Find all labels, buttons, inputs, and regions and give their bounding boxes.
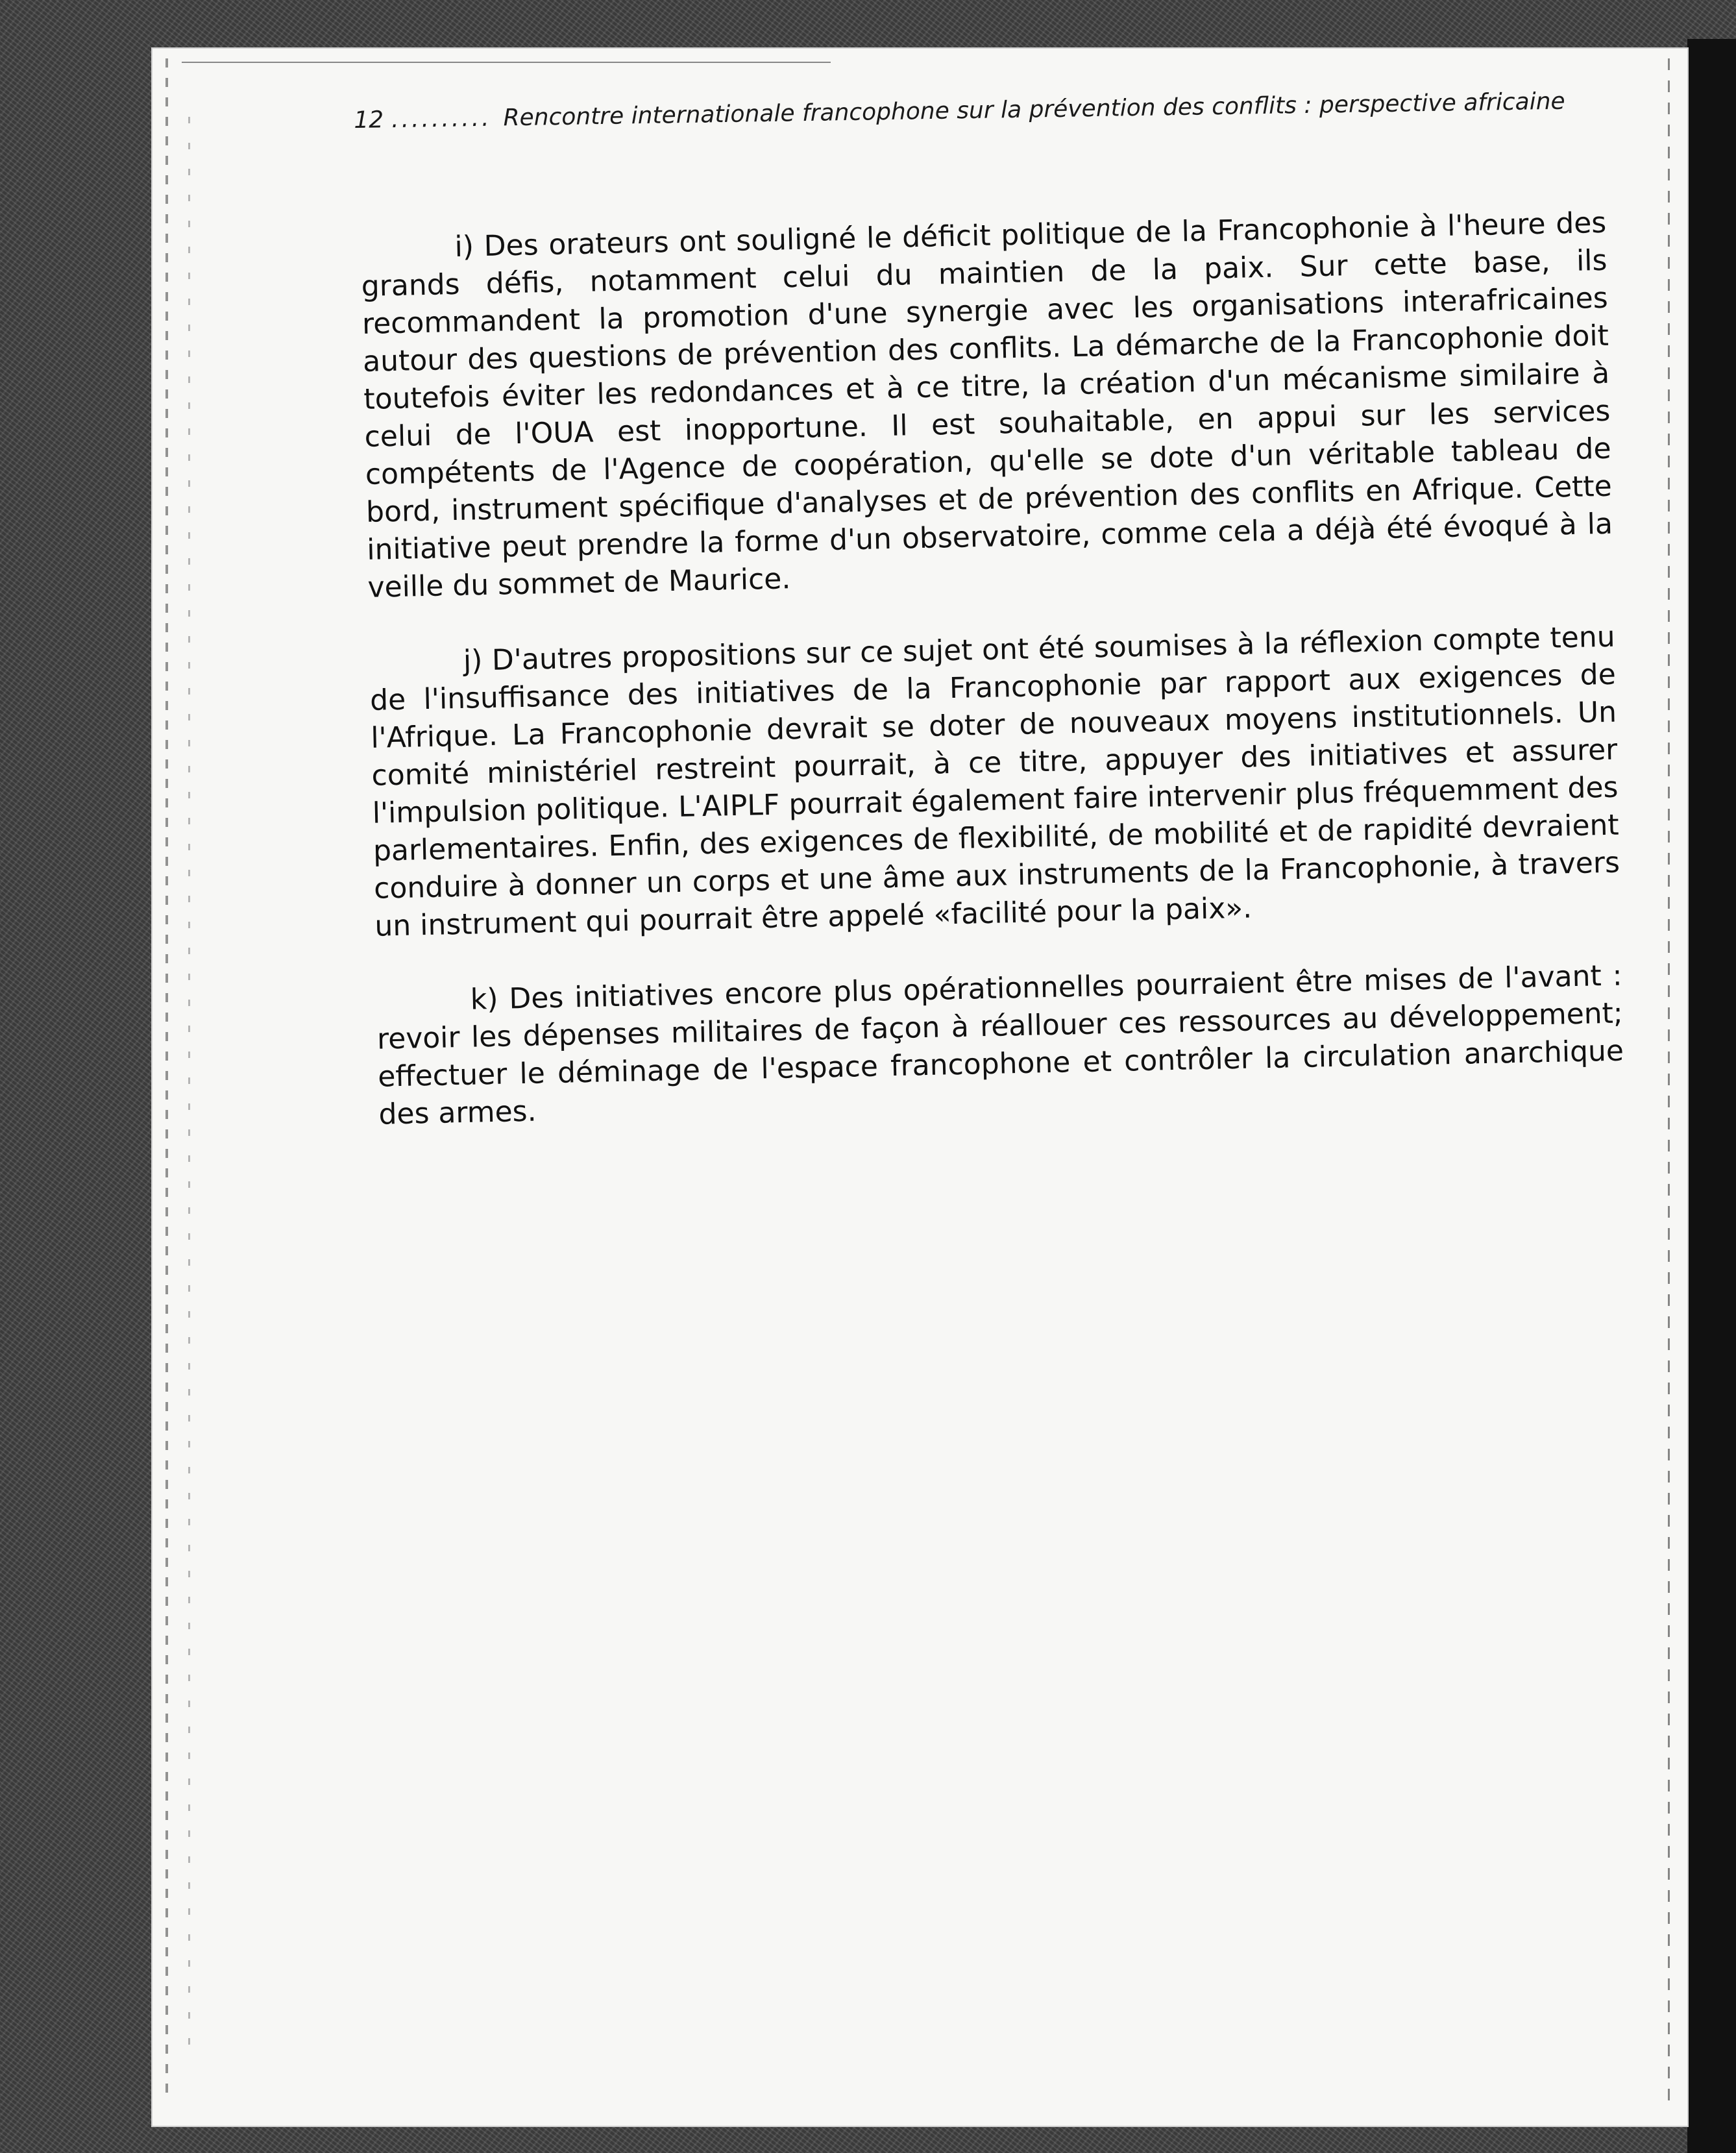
paragraph-i: i) Des orateurs ont souligné le déficit politique de la Francophonie à l'heure des grands défis, notamment celui du maintien de la paix. Sur cette base, ils recommandent la promotion d'une synergie avec les organisations interafricaines autour des questions de prévention des conflits. La démarche de la Francophonie doit toutefois éviter les redondances et à ce titre, la création d'un mécanisme similaire à celui de l'OUA est inopportune. Il est souhaitable, en appui sur les services compétents de l'Agence de coopération, qu'elle se dote d'un véritable tableau de bord, instrument spécifique d'analyses et de prévention des conflits en Afrique. Cette initiative peut prendre la forme d'un observatoire, comme cela a déjà été évoqué à la veille du sommet de Maurice. [361,206,1613,604]
leader-dots: .......... [391,105,492,134]
page-stack-edge [188,117,190,2064]
body-text [360,204,1626,1172]
page-number: 12 [354,106,384,134]
page-top-rule [182,62,831,63]
running-title: Rencontre internationale francophone sur la prévention des conflits : perspective africaine [503,88,1565,132]
page-stack-edge [165,58,168,2103]
paragraph-k: k) Des initiatives encore plus opérationnelles pourraient être mises de l'avant : revoir les dépenses militaires de façon à réallouer ces ressources au développement; effectuer le déminage de l'espace francophone et contrôler la circulation anarchique des armes. [376,959,1624,1131]
page-stack-edge [1668,58,1670,2103]
paragraph-j: j) D'autres propositions sur ce sujet ont été soumises à la réflexion compte tenu de l'insuffisance des initiatives de la Francophonie par rapport aux exigences de l'Afrique. La Francophonie devrait se doter de nouveaux moyens institutionnels. Un comité ministériel restreint pourrait, à ce titre, appuyer des initiatives et assurer l'impulsion politique. L'AIPLF pourrait également faire intervenir plus fréquemment des parlementaires. Enfin, des exigences de flexibilité, de mobilité et de rapidité devraient conduire à donner un corps et une âme aux instruments de la Francophonie, à travers un instrument qui pourrait être appelé «facilité pour la paix». [369,620,1620,943]
scanner-edge [1687,39,1736,2153]
